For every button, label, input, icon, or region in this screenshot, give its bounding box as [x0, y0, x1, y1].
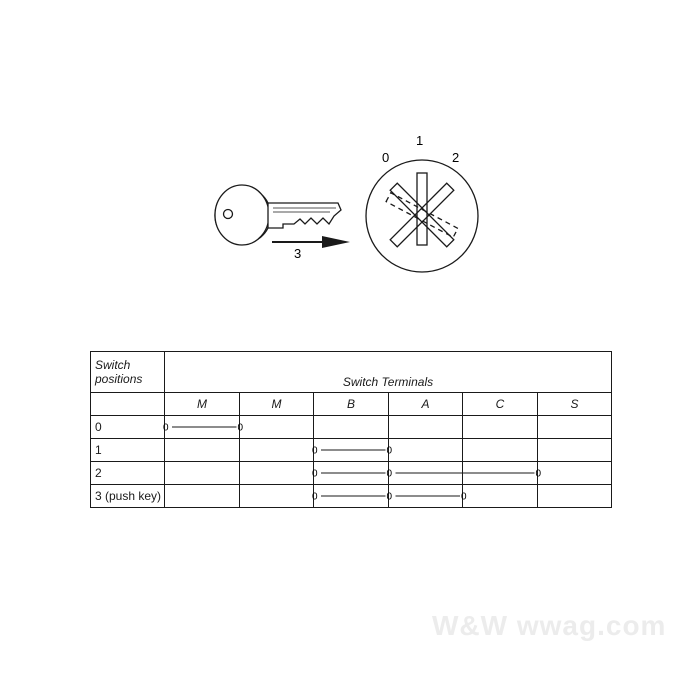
terminal-mark: 0	[461, 491, 467, 503]
dial-position-2: 2	[452, 150, 460, 165]
row-position: 3 (push key)	[91, 485, 165, 508]
header-switch-positions	[91, 352, 165, 393]
table-row	[91, 462, 612, 485]
header-positions-line2: positions	[95, 372, 143, 386]
table-row	[91, 485, 612, 508]
terminal-mark: 0	[312, 445, 318, 457]
column-header: M	[240, 393, 314, 416]
header-positions-line1: Switch	[95, 358, 131, 372]
terminal-mark: 0	[386, 491, 393, 503]
terminal-mark: 0	[312, 491, 318, 503]
key-icon	[215, 185, 341, 245]
header-blank	[91, 393, 165, 416]
terminal-mark: 0	[237, 422, 244, 434]
push-label: 3	[294, 246, 302, 261]
terminal-mark: 0	[386, 468, 393, 480]
dial-position-0: 0	[382, 150, 390, 165]
column-header: A	[389, 393, 463, 416]
watermark: W&W wwag.com	[432, 610, 667, 641]
switch-dial	[366, 160, 478, 272]
row-position: 2	[91, 462, 165, 485]
header-switch-terminals: Switch Terminals	[165, 352, 612, 393]
switch-table	[90, 351, 612, 508]
terminal-mark: 0	[386, 445, 393, 457]
table-row	[91, 416, 612, 439]
terminal-mark: 0	[312, 468, 318, 480]
column-header: B	[314, 393, 389, 416]
column-header: M	[165, 393, 240, 416]
column-header: C	[463, 393, 538, 416]
table-row	[91, 439, 612, 462]
row-position: 0	[91, 416, 165, 439]
row-position: 1	[91, 439, 165, 462]
column-header: S	[538, 393, 612, 416]
terminal-mark: 0	[535, 468, 542, 480]
push-arrow-icon	[272, 236, 350, 248]
dial-position-1: 1	[416, 133, 424, 148]
terminal-mark: 0	[163, 422, 169, 434]
